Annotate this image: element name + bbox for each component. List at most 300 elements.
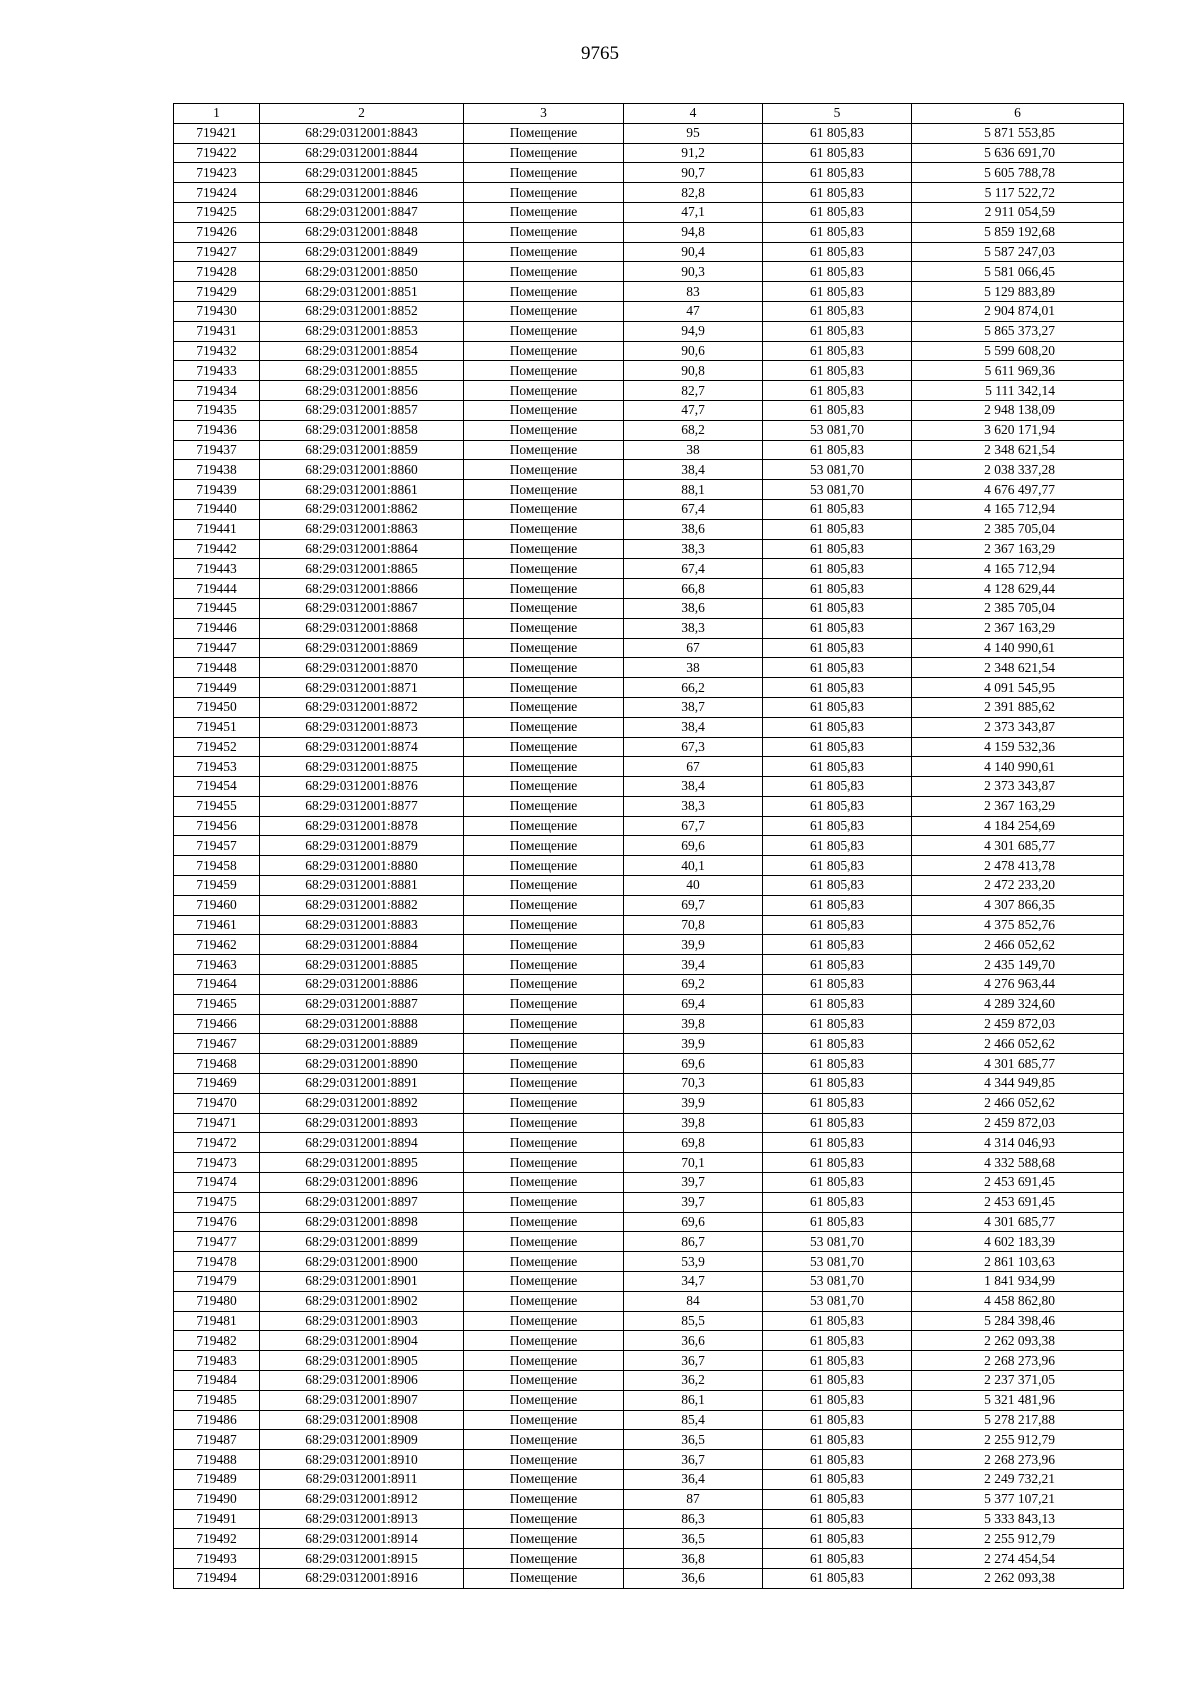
- area-cell: 91,2: [624, 143, 763, 163]
- cadastral-number-cell: 68:29:0312001:8844: [260, 143, 464, 163]
- unit-value-cell: 61 805,83: [763, 400, 912, 420]
- area-cell: 68,2: [624, 420, 763, 440]
- table-row: [174, 262, 1124, 282]
- unit-value-cell: 61 805,83: [763, 658, 912, 678]
- row-number-cell: 719493: [174, 1549, 260, 1569]
- cadastral-number-cell: 68:29:0312001:8857: [260, 400, 464, 420]
- cadastral-value-cell: 4 458 862,80: [912, 1291, 1124, 1311]
- area-cell: 47,1: [624, 202, 763, 222]
- object-type-cell: Помещение: [464, 915, 624, 935]
- cadastral-number-cell: 68:29:0312001:8898: [260, 1212, 464, 1232]
- table-row: [174, 321, 1124, 341]
- cadastral-number-cell: 68:29:0312001:8904: [260, 1331, 464, 1351]
- cadastral-value-cell: 2 911 054,59: [912, 202, 1124, 222]
- cadastral-value-cell: 2 268 273,96: [912, 1351, 1124, 1371]
- cadastral-number-cell: 68:29:0312001:8866: [260, 579, 464, 599]
- cadastral-value-cell: 5 581 066,45: [912, 262, 1124, 282]
- object-type-cell: Помещение: [464, 975, 624, 995]
- area-cell: 94,8: [624, 222, 763, 242]
- unit-value-cell: 61 805,83: [763, 1469, 912, 1489]
- table-row: [174, 480, 1124, 500]
- cadastral-number-cell: 68:29:0312001:8862: [260, 499, 464, 519]
- cadastral-value-cell: 2 861 103,63: [912, 1252, 1124, 1272]
- row-number-cell: 719494: [174, 1568, 260, 1588]
- object-type-cell: Помещение: [464, 1074, 624, 1094]
- area-cell: 82,7: [624, 381, 763, 401]
- object-type-cell: Помещение: [464, 717, 624, 737]
- unit-value-cell: 61 805,83: [763, 222, 912, 242]
- object-type-cell: Помещение: [464, 1272, 624, 1292]
- unit-value-cell: 61 805,83: [763, 262, 912, 282]
- table-row: [174, 1390, 1124, 1410]
- cadastral-value-cell: 2 466 052,62: [912, 935, 1124, 955]
- object-type-cell: Помещение: [464, 1093, 624, 1113]
- table-row: [174, 678, 1124, 698]
- unit-value-cell: 61 805,83: [763, 1331, 912, 1351]
- row-number-cell: 719481: [174, 1311, 260, 1331]
- cadastral-number-cell: 68:29:0312001:8891: [260, 1074, 464, 1094]
- area-cell: 39,8: [624, 1014, 763, 1034]
- row-number-cell: 719462: [174, 935, 260, 955]
- table-row: [174, 222, 1124, 242]
- row-number-cell: 719474: [174, 1173, 260, 1193]
- cadastral-number-cell: 68:29:0312001:8874: [260, 737, 464, 757]
- table-row: [174, 341, 1124, 361]
- object-type-cell: Помещение: [464, 1351, 624, 1371]
- table-row: [174, 975, 1124, 995]
- row-number-cell: 719450: [174, 697, 260, 717]
- unit-value-cell: 61 805,83: [763, 1014, 912, 1034]
- cadastral-number-cell: 68:29:0312001:8910: [260, 1450, 464, 1470]
- cadastral-value-cell: 4 140 990,61: [912, 757, 1124, 777]
- unit-value-cell: 61 805,83: [763, 1153, 912, 1173]
- cadastral-number-cell: 68:29:0312001:8908: [260, 1410, 464, 1430]
- table-header-row: [174, 104, 1124, 124]
- object-type-cell: Помещение: [464, 1509, 624, 1529]
- row-number-cell: 719478: [174, 1252, 260, 1272]
- row-number-cell: 719454: [174, 777, 260, 797]
- object-type-cell: Помещение: [464, 202, 624, 222]
- area-cell: 67,7: [624, 816, 763, 836]
- area-cell: 38,6: [624, 519, 763, 539]
- cadastral-value-cell: 5 859 192,68: [912, 222, 1124, 242]
- area-cell: 69,6: [624, 836, 763, 856]
- object-type-cell: Помещение: [464, 1232, 624, 1252]
- table-row: [174, 796, 1124, 816]
- row-number-cell: 719467: [174, 1034, 260, 1054]
- object-type-cell: Помещение: [464, 1173, 624, 1193]
- table-row: [174, 1054, 1124, 1074]
- unit-value-cell: 61 805,83: [763, 678, 912, 698]
- row-number-cell: 719491: [174, 1509, 260, 1529]
- cadastral-number-cell: 68:29:0312001:8888: [260, 1014, 464, 1034]
- area-cell: 86,3: [624, 1509, 763, 1529]
- object-type-cell: Помещение: [464, 994, 624, 1014]
- unit-value-cell: 61 805,83: [763, 598, 912, 618]
- row-number-cell: 719422: [174, 143, 260, 163]
- area-cell: 88,1: [624, 480, 763, 500]
- cadastral-value-cell: 5 611 969,36: [912, 361, 1124, 381]
- row-number-cell: 719463: [174, 955, 260, 975]
- object-type-cell: Помещение: [464, 1331, 624, 1351]
- area-cell: 36,4: [624, 1469, 763, 1489]
- table-row: [174, 400, 1124, 420]
- table-row: [174, 1410, 1124, 1430]
- object-type-cell: Помещение: [464, 1450, 624, 1470]
- cadastral-value-cell: 4 091 545,95: [912, 678, 1124, 698]
- object-type-cell: Помещение: [464, 1133, 624, 1153]
- cadastral-value-cell: 5 278 217,88: [912, 1410, 1124, 1430]
- cadastral-value-cell: 2 262 093,38: [912, 1568, 1124, 1588]
- table-row: [174, 658, 1124, 678]
- cadastral-number-cell: 68:29:0312001:8894: [260, 1133, 464, 1153]
- object-type-cell: Помещение: [464, 1371, 624, 1391]
- object-type-cell: Помещение: [464, 539, 624, 559]
- area-cell: 69,2: [624, 975, 763, 995]
- unit-value-cell: 61 805,83: [763, 321, 912, 341]
- unit-value-cell: 61 805,83: [763, 1450, 912, 1470]
- cadastral-number-cell: 68:29:0312001:8915: [260, 1549, 464, 1569]
- row-number-cell: 719479: [174, 1272, 260, 1292]
- cadastral-value-cell: 2 367 163,29: [912, 539, 1124, 559]
- table-row: [174, 1252, 1124, 1272]
- area-cell: 82,8: [624, 183, 763, 203]
- unit-value-cell: 61 805,83: [763, 539, 912, 559]
- unit-value-cell: 61 805,83: [763, 440, 912, 460]
- unit-value-cell: 61 805,83: [763, 1351, 912, 1371]
- unit-value-cell: 61 805,83: [763, 1430, 912, 1450]
- row-number-cell: 719480: [174, 1291, 260, 1311]
- cadastral-value-cell: 4 184 254,69: [912, 816, 1124, 836]
- object-type-cell: Помещение: [464, 1390, 624, 1410]
- area-cell: 67: [624, 638, 763, 658]
- object-type-cell: Помещение: [464, 598, 624, 618]
- area-cell: 86,1: [624, 1390, 763, 1410]
- cadastral-value-cell: 2 268 273,96: [912, 1450, 1124, 1470]
- table-row: [174, 955, 1124, 975]
- area-cell: 36,7: [624, 1450, 763, 1470]
- table-row: [174, 598, 1124, 618]
- cadastral-number-cell: 68:29:0312001:8878: [260, 816, 464, 836]
- table-row: [174, 915, 1124, 935]
- cadastral-number-cell: 68:29:0312001:8903: [260, 1311, 464, 1331]
- object-type-cell: Помещение: [464, 381, 624, 401]
- area-cell: 34,7: [624, 1272, 763, 1292]
- table-row: [174, 1430, 1124, 1450]
- object-type-cell: Помещение: [464, 777, 624, 797]
- row-number-cell: 719432: [174, 341, 260, 361]
- row-number-cell: 719434: [174, 381, 260, 401]
- area-cell: 70,1: [624, 1153, 763, 1173]
- object-type-cell: Помещение: [464, 1430, 624, 1450]
- object-type-cell: Помещение: [464, 757, 624, 777]
- object-type-cell: Помещение: [464, 1034, 624, 1054]
- cadastral-number-cell: 68:29:0312001:8860: [260, 460, 464, 480]
- area-cell: 39,9: [624, 1093, 763, 1113]
- table-row: [174, 202, 1124, 222]
- unit-value-cell: 61 805,83: [763, 381, 912, 401]
- cadastral-number-cell: 68:29:0312001:8907: [260, 1390, 464, 1410]
- object-type-cell: Помещение: [464, 1489, 624, 1509]
- cadastral-number-cell: 68:29:0312001:8882: [260, 895, 464, 915]
- area-cell: 86,7: [624, 1232, 763, 1252]
- cadastral-value-cell: 2 348 621,54: [912, 440, 1124, 460]
- unit-value-cell: 61 805,83: [763, 202, 912, 222]
- unit-value-cell: 61 805,83: [763, 895, 912, 915]
- cadastral-value-cell: 2 373 343,87: [912, 717, 1124, 737]
- area-cell: 83: [624, 282, 763, 302]
- cadastral-value-cell: 5 321 481,96: [912, 1390, 1124, 1410]
- row-number-cell: 719442: [174, 539, 260, 559]
- row-number-cell: 719444: [174, 579, 260, 599]
- row-number-cell: 719440: [174, 499, 260, 519]
- unit-value-cell: 61 805,83: [763, 1133, 912, 1153]
- unit-value-cell: 61 805,83: [763, 1034, 912, 1054]
- cadastral-number-cell: 68:29:0312001:8864: [260, 539, 464, 559]
- cadastral-value-cell: 2 255 912,79: [912, 1529, 1124, 1549]
- cadastral-value-cell: 4 332 588,68: [912, 1153, 1124, 1173]
- row-number-cell: 719492: [174, 1529, 260, 1549]
- area-cell: 40: [624, 876, 763, 896]
- table-row: [174, 361, 1124, 381]
- area-cell: 69,8: [624, 1133, 763, 1153]
- cadastral-value-cell: 4 344 949,85: [912, 1074, 1124, 1094]
- object-type-cell: Помещение: [464, 242, 624, 262]
- table-row: [174, 282, 1124, 302]
- table-row: [174, 183, 1124, 203]
- cadastral-value-cell: 2 435 149,70: [912, 955, 1124, 975]
- cadastral-value-cell: 4 314 046,93: [912, 1133, 1124, 1153]
- cadastral-number-cell: 68:29:0312001:8854: [260, 341, 464, 361]
- cadastral-number-cell: 68:29:0312001:8863: [260, 519, 464, 539]
- cadastral-number-cell: 68:29:0312001:8858: [260, 420, 464, 440]
- cadastral-number-cell: 68:29:0312001:8916: [260, 1568, 464, 1588]
- column-header: 1: [174, 104, 260, 124]
- unit-value-cell: 61 805,83: [763, 579, 912, 599]
- cadastral-number-cell: 68:29:0312001:8867: [260, 598, 464, 618]
- area-cell: 53,9: [624, 1252, 763, 1272]
- object-type-cell: Помещение: [464, 143, 624, 163]
- object-type-cell: Помещение: [464, 460, 624, 480]
- unit-value-cell: 61 805,83: [763, 341, 912, 361]
- table-row: [174, 539, 1124, 559]
- object-type-cell: Помещение: [464, 499, 624, 519]
- object-type-cell: Помещение: [464, 400, 624, 420]
- cadastral-number-cell: 68:29:0312001:8909: [260, 1430, 464, 1450]
- unit-value-cell: 61 805,83: [763, 836, 912, 856]
- cadastral-number-cell: 68:29:0312001:8845: [260, 163, 464, 183]
- cadastral-number-cell: 68:29:0312001:8852: [260, 301, 464, 321]
- table-row: [174, 1074, 1124, 1094]
- row-number-cell: 719473: [174, 1153, 260, 1173]
- cadastral-number-cell: 68:29:0312001:8879: [260, 836, 464, 856]
- row-number-cell: 719430: [174, 301, 260, 321]
- unit-value-cell: 61 805,83: [763, 994, 912, 1014]
- unit-value-cell: 61 805,83: [763, 143, 912, 163]
- cadastral-number-cell: 68:29:0312001:8911: [260, 1469, 464, 1489]
- area-cell: 87: [624, 1489, 763, 1509]
- cadastral-value-cell: 2 038 337,28: [912, 460, 1124, 480]
- cadastral-number-cell: 68:29:0312001:8887: [260, 994, 464, 1014]
- row-number-cell: 719423: [174, 163, 260, 183]
- row-number-cell: 719443: [174, 559, 260, 579]
- table-row: [174, 777, 1124, 797]
- cadastral-number-cell: 68:29:0312001:8843: [260, 123, 464, 143]
- cadastral-value-cell: 5 636 691,70: [912, 143, 1124, 163]
- cadastral-value-cell: 2 472 233,20: [912, 876, 1124, 896]
- cadastral-number-cell: 68:29:0312001:8901: [260, 1272, 464, 1292]
- cadastral-number-cell: 68:29:0312001:8846: [260, 183, 464, 203]
- table-row: [174, 1469, 1124, 1489]
- cadastral-value-cell: 2 385 705,04: [912, 519, 1124, 539]
- area-cell: 69,4: [624, 994, 763, 1014]
- object-type-cell: Помещение: [464, 1212, 624, 1232]
- table-row: [174, 499, 1124, 519]
- cadastral-value-cell: 2 348 621,54: [912, 658, 1124, 678]
- row-number-cell: 719477: [174, 1232, 260, 1252]
- cadastral-number-cell: 68:29:0312001:8847: [260, 202, 464, 222]
- table-row: [174, 1509, 1124, 1529]
- area-cell: 69,7: [624, 895, 763, 915]
- object-type-cell: Помещение: [464, 1549, 624, 1569]
- cadastral-value-cell: 2 274 454,54: [912, 1549, 1124, 1569]
- row-number-cell: 719441: [174, 519, 260, 539]
- cadastre-table: [173, 103, 1124, 1589]
- cadastral-value-cell: 2 453 691,45: [912, 1192, 1124, 1212]
- cadastral-number-cell: 68:29:0312001:8899: [260, 1232, 464, 1252]
- area-cell: 85,5: [624, 1311, 763, 1331]
- table-row: [174, 836, 1124, 856]
- area-cell: 38: [624, 658, 763, 678]
- object-type-cell: Помещение: [464, 1410, 624, 1430]
- table-row: [174, 123, 1124, 143]
- table-row: [174, 816, 1124, 836]
- object-type-cell: Помещение: [464, 816, 624, 836]
- object-type-cell: Помещение: [464, 895, 624, 915]
- area-cell: 39,9: [624, 935, 763, 955]
- row-number-cell: 719436: [174, 420, 260, 440]
- row-number-cell: 719461: [174, 915, 260, 935]
- row-number-cell: 719482: [174, 1331, 260, 1351]
- cadastral-value-cell: 2 466 052,62: [912, 1034, 1124, 1054]
- cadastral-value-cell: 5 129 883,89: [912, 282, 1124, 302]
- cadastral-value-cell: 4 276 963,44: [912, 975, 1124, 995]
- row-number-cell: 719433: [174, 361, 260, 381]
- cadastral-number-cell: 68:29:0312001:8906: [260, 1371, 464, 1391]
- row-number-cell: 719451: [174, 717, 260, 737]
- area-cell: 39,4: [624, 955, 763, 975]
- area-cell: 38,3: [624, 539, 763, 559]
- area-cell: 90,6: [624, 341, 763, 361]
- object-type-cell: Помещение: [464, 579, 624, 599]
- table-row: [174, 618, 1124, 638]
- unit-value-cell: 53 081,70: [763, 1291, 912, 1311]
- object-type-cell: Помещение: [464, 1113, 624, 1133]
- area-cell: 90,3: [624, 262, 763, 282]
- unit-value-cell: 61 805,83: [763, 737, 912, 757]
- object-type-cell: Помещение: [464, 955, 624, 975]
- area-cell: 38,4: [624, 777, 763, 797]
- unit-value-cell: 61 805,83: [763, 757, 912, 777]
- cadastral-value-cell: 2 373 343,87: [912, 777, 1124, 797]
- cadastral-value-cell: 2 391 885,62: [912, 697, 1124, 717]
- cadastral-number-cell: 68:29:0312001:8873: [260, 717, 464, 737]
- cadastral-value-cell: 4 140 990,61: [912, 638, 1124, 658]
- table-row: [174, 420, 1124, 440]
- unit-value-cell: 61 805,83: [763, 301, 912, 321]
- row-number-cell: 719456: [174, 816, 260, 836]
- area-cell: 95: [624, 123, 763, 143]
- table-row: [174, 1192, 1124, 1212]
- unit-value-cell: 61 805,83: [763, 1371, 912, 1391]
- object-type-cell: Помещение: [464, 1054, 624, 1074]
- cadastral-number-cell: 68:29:0312001:8870: [260, 658, 464, 678]
- cadastral-number-cell: 68:29:0312001:8884: [260, 935, 464, 955]
- row-number-cell: 719435: [174, 400, 260, 420]
- row-number-cell: 719475: [174, 1192, 260, 1212]
- cadastral-value-cell: 5 377 107,21: [912, 1489, 1124, 1509]
- area-cell: 36,8: [624, 1549, 763, 1569]
- cadastral-value-cell: 4 165 712,94: [912, 499, 1124, 519]
- cadastral-value-cell: 5 587 247,03: [912, 242, 1124, 262]
- row-number-cell: 719448: [174, 658, 260, 678]
- object-type-cell: Помещение: [464, 836, 624, 856]
- object-type-cell: Помещение: [464, 123, 624, 143]
- cadastral-value-cell: 1 841 934,99: [912, 1272, 1124, 1292]
- unit-value-cell: 61 805,83: [763, 1054, 912, 1074]
- table-row: [174, 1153, 1124, 1173]
- cadastral-number-cell: 68:29:0312001:8876: [260, 777, 464, 797]
- object-type-cell: Помещение: [464, 301, 624, 321]
- row-number-cell: 719425: [174, 202, 260, 222]
- table-row: [174, 1272, 1124, 1292]
- cadastral-number-cell: 68:29:0312001:8913: [260, 1509, 464, 1529]
- unit-value-cell: 61 805,83: [763, 717, 912, 737]
- area-cell: 36,6: [624, 1568, 763, 1588]
- cadastral-number-cell: 68:29:0312001:8861: [260, 480, 464, 500]
- area-cell: 36,5: [624, 1430, 763, 1450]
- row-number-cell: 719459: [174, 876, 260, 896]
- table-row: [174, 895, 1124, 915]
- row-number-cell: 719453: [174, 757, 260, 777]
- cadastral-value-cell: 2 478 413,78: [912, 856, 1124, 876]
- row-number-cell: 719457: [174, 836, 260, 856]
- row-number-cell: 719455: [174, 796, 260, 816]
- row-number-cell: 719490: [174, 1489, 260, 1509]
- cadastral-value-cell: 4 676 497,77: [912, 480, 1124, 500]
- unit-value-cell: 61 805,83: [763, 1568, 912, 1588]
- row-number-cell: 719464: [174, 975, 260, 995]
- cadastral-value-cell: 5 333 843,13: [912, 1509, 1124, 1529]
- table-row: [174, 994, 1124, 1014]
- cadastral-number-cell: 68:29:0312001:8850: [260, 262, 464, 282]
- cadastral-value-cell: 4 602 183,39: [912, 1232, 1124, 1252]
- cadastral-number-cell: 68:29:0312001:8885: [260, 955, 464, 975]
- cadastral-number-cell: 68:29:0312001:8869: [260, 638, 464, 658]
- unit-value-cell: 61 805,83: [763, 1529, 912, 1549]
- cadastral-number-cell: 68:29:0312001:8868: [260, 618, 464, 638]
- cadastral-value-cell: 2 459 872,03: [912, 1014, 1124, 1034]
- object-type-cell: Помещение: [464, 618, 624, 638]
- cadastral-value-cell: 2 367 163,29: [912, 618, 1124, 638]
- table-row: [174, 1311, 1124, 1331]
- cadastral-value-cell: 4 165 712,94: [912, 559, 1124, 579]
- unit-value-cell: 61 805,83: [763, 1074, 912, 1094]
- unit-value-cell: 53 081,70: [763, 1252, 912, 1272]
- row-number-cell: 719431: [174, 321, 260, 341]
- object-type-cell: Помещение: [464, 1469, 624, 1489]
- unit-value-cell: 61 805,83: [763, 559, 912, 579]
